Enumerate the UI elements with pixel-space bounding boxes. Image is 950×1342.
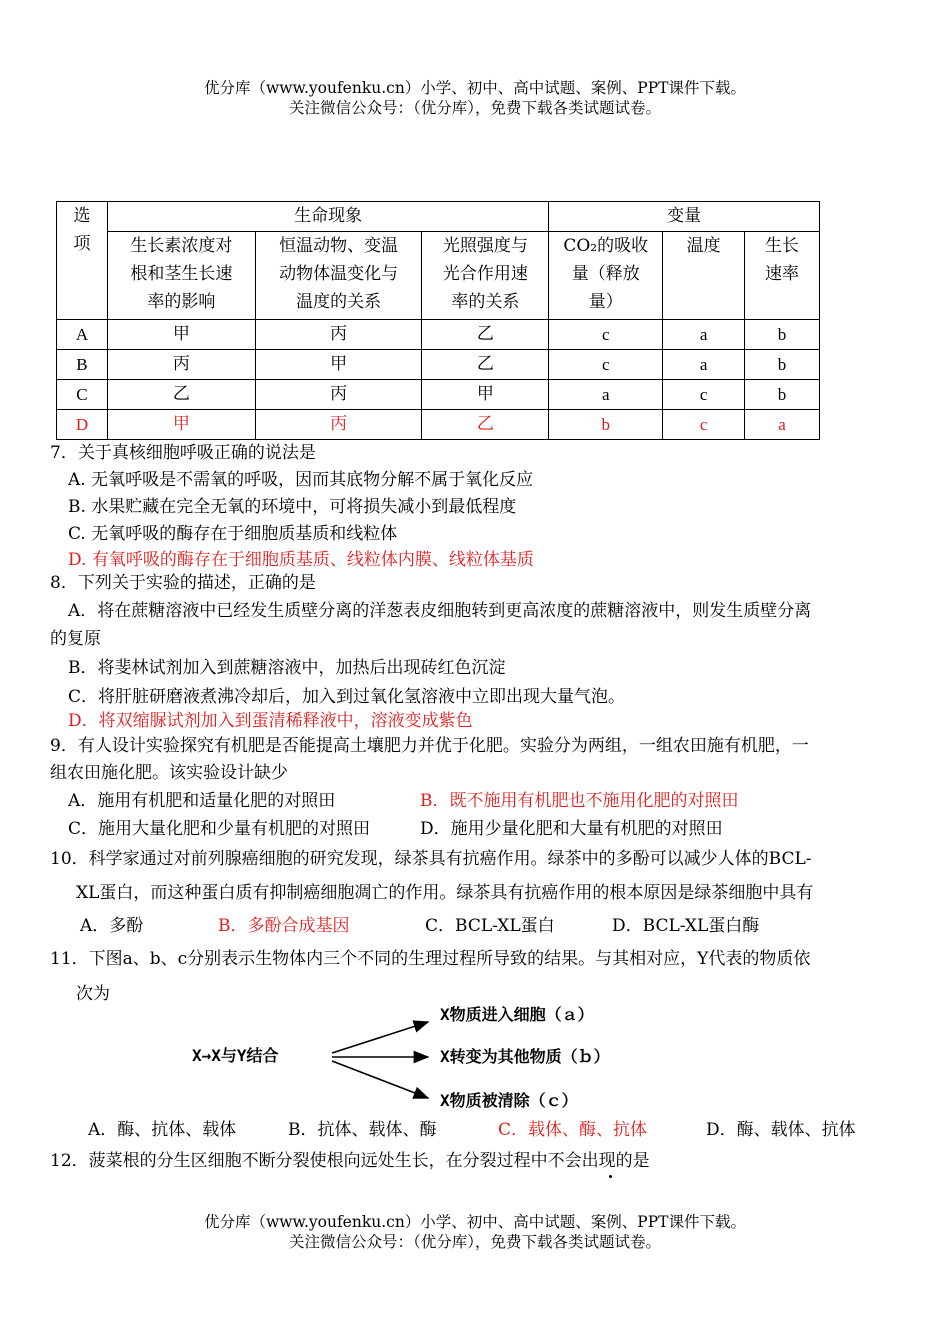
q9-stem-2: 组农田施化肥。该实验设计缺少 [50,763,288,783]
header-life-2: 恒温动物、变温 动物体温变化与 温度的关系 [255,232,422,320]
header-variables: 变量 [549,202,820,232]
q10-option-b-answer: B．多酚合成基因 [218,916,350,936]
q11-option-b: B．抗体、载体、酶 [288,1120,437,1140]
q11-option-c-answer: C．载体、酶、抗体 [498,1120,648,1140]
emphasis-dot [609,1175,612,1178]
footer-line-1: 优分库（www.youfenku.cn）小学、初中、高中试题、案例、PPT课件下载。 [203,1213,747,1231]
q7-option-b: B. 水果贮藏在完全无氧的环境中，可将损失减小到最低程度 [68,497,517,517]
arrow-to-a [332,1022,428,1053]
header-life-1: 生长素浓度对 根和茎生长速 率的影响 [107,232,255,320]
diagram-source-label: X→X与Y结合 [192,1046,279,1065]
header-line-1: 优分库（www.youfenku.cn）小学、初中、高中试题、案例、PPT课件下载。 [203,79,747,97]
page-footer [0,1212,950,1252]
header-option: 选 项 [57,202,108,320]
table-row-b: B 丙 甲 乙 c a b [57,350,820,380]
q10-stem-2: XL蛋白，而这种蛋白质有抑制癌细胞凋亡的作用。绿茶具有抗癌作用的根本原因是绿茶细胞中具有 [76,883,814,903]
q9-option-d: D．施用少量化肥和大量有机肥的对照田 [420,819,723,839]
q8-option-b: B．将斐林试剂加入到蔗糖溶液中，加热后出现砖红色沉淀 [68,658,506,678]
q10-option-d: D．BCL-XL蛋白酶 [612,916,760,936]
diagram-result-c: X物质被清除（ｃ） [440,1091,578,1110]
q9-option-b-answer: B．既不施用有机肥也不施用化肥的对照田 [420,791,739,811]
q7-option-d-answer: D. 有氧呼吸的酶存在于细胞质基质、线粒体内膜、线粒体基质 [68,550,534,570]
q11-stem-2: 次为 [76,984,110,1004]
q8-option-d-answer: D．将双缩脲试剂加入到蛋清稀释液中，溶液变成紫色 [68,711,473,731]
diagram-arrows [320,1010,440,1110]
q10-option-c: C．BCL-XL蛋白 [425,916,555,936]
q9-option-c: C．施用大量化肥和少量有机肥的对照田 [68,819,371,839]
header-line-2: 关注微信公众号：（优分库），免费下载各类试题试卷。 [288,99,661,117]
q11-option-d: D．酶、载体、抗体 [706,1120,856,1140]
diagram-result-b: X转变为其他物质（ｂ） [440,1047,610,1066]
header-life-3: 光照强度与 光合作用速 率的关系 [422,232,549,320]
q10-stem-1: 10．科学家通过对前列腺癌细胞的研究发现，绿茶具有抗癌作用。绿茶中的多酚可以减少人体的BCL- [50,849,812,869]
q8-option-c: C．将肝脏研磨液煮沸冷却后，加入到过氧化氢溶液中立即出现大量气泡。 [68,687,626,707]
q11-option-a: A．酶、抗体、载体 [88,1120,237,1140]
q11-stem-1: 11．下图a、b、c分别表示生物体内三个不同的生理过程所导致的结果。与其相对应，Y代表的物质依 [50,949,811,969]
header-var-2: 温度 [663,232,745,320]
header-life-phenomena: 生命现象 [107,202,548,232]
q8-option-a-cont: 的复原 [50,629,101,649]
q9-option-a: A．施用有机肥和适量化肥的对照田 [68,791,336,811]
table-row-a: A 甲 丙 乙 c a b [57,320,820,350]
table-row-c: C 乙 丙 甲 a c b [57,380,820,410]
table-row-d-answer: D 甲 丙 乙 b c a [57,410,820,440]
q7-stem: 7．关于真核细胞呼吸正确的说法是 [50,443,316,463]
q10-option-a: A．多酚 [80,916,144,936]
footer-line-2: 关注微信公众号：（优分库），免费下载各类试题试卷。 [288,1233,661,1251]
q9-stem-1: 9．有人设计实验探究有机肥是否能提高土壤肥力并优于化肥。实验分为两组，一组农田施有机肥，一 [50,736,809,756]
header-var-1: CO₂的吸收 量（释放 量） [549,232,663,320]
options-table [56,201,820,440]
diagram-result-a: X物质进入细胞（ａ） [440,1005,594,1024]
q8-option-a: A．将在蔗糖溶液中已经发生质壁分离的洋葱表皮细胞转到更高浓度的蔗糖溶液中，则发生质壁分离 [68,601,812,621]
q12-stem: 12．菠菜根的分生区细胞不断分裂使根向远处生长，在分裂过程中不会出现的是 [50,1151,650,1171]
q8-stem: 8．下列关于实验的描述，正确的是 [50,573,316,593]
q7-option-a: A. 无氧呼吸是不需氧的呼吸，因而其底物分解不属于氧化反应 [68,470,534,490]
q7-option-c: C. 无氧呼吸的酶存在于细胞质基质和线粒体 [68,524,398,544]
arrow-to-c [332,1061,428,1098]
header-var-3: 生长 速率 [745,232,820,320]
page-header [0,78,950,118]
